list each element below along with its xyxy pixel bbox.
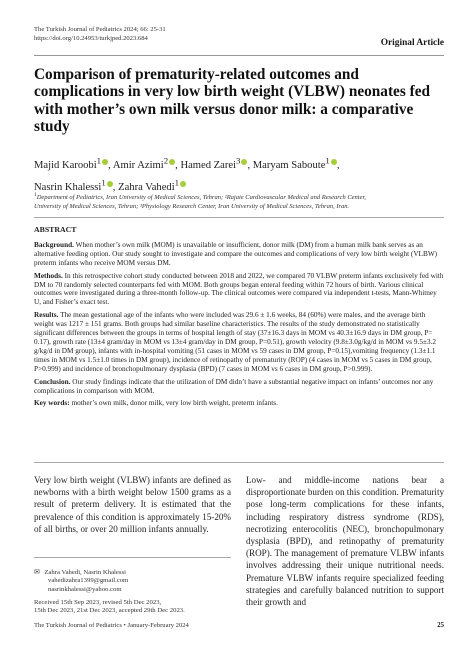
- abstract-heading: ABSTRACT: [34, 225, 77, 234]
- body-column-left: Very low birth weight (VLBW) infants are defined as newborns with a birth weight below 1500 grams as a result of preterm delivery. It is estimated that the prevalence of this condition is approximately 15-20% of all births, or over 20 million infants annually.: [34, 475, 231, 534]
- envelope-icon: ✉: [34, 568, 40, 576]
- author: Majid Karoobi$^1$ ,: [34, 155, 113, 171]
- email-link[interactable]: nasrinkhalessi@yahoo.com: [48, 585, 122, 593]
- corresponding-authors: Zahra Vahedi, Nasrin Khalessi: [44, 569, 126, 576]
- abstract: [34, 226, 444, 412]
- journal-citation: The Turkish Journal of Pediatrics 2024; 66: 25-31: [34, 26, 166, 33]
- page-number: 25: [437, 622, 444, 629]
- doi-link[interactable]: https://doi.org/10.24953/turkjped.2023.684: [34, 34, 148, 42]
- author: Amir Azimi$^2$ ,: [112, 155, 181, 171]
- keywords: Key words: mother’s own milk, donor milk, very low birth weight, preterm infants.: [34, 399, 278, 408]
- body-column-right: Low- and middle-income nations bear a disproportionate burden on this condition. Prematurity pose long-term complications for these infants, including respiratory distress syndrome (RDS), necrotizing enterocolitis (NEC), bronchopulmonary dysplasia (BPD), and retinopathy of prematurity (ROP). The management of premature VLBW infants involves addressing their unique nutritional needs. Premature VLBW infants require specialized feeding strategies and carefully balanced nutrition to support their growth and: [246, 475, 445, 608]
- author: Maryam Saboute$^1$ ,: [252, 155, 340, 171]
- accepted-date: 15th Dec 2023, 21st Dec 2023, accepted 29th Dec 2023.: [34, 607, 185, 615]
- author: Nasrin Khalessi$^1$ ,: [34, 177, 119, 193]
- correspondence: [34, 568, 234, 615]
- section-divider: [34, 462, 444, 463]
- journal-header: [34, 26, 166, 43]
- abstract-results: Results. The mean gestational age of the infants who were included was 29.6 ± 1.6 weeks, 84 (60%) were males, and the average birth weight was 1217 ± 151 grams. Both groups had similar baseline characteristics. The results of the study demonstrated no statistically significant differences between the groups in terms of hospital length of stay (37±16.3 days in MOM vs 40.3±16.9 days in DM group, P= 0.17), growth rate (13±4 gram/day in MOM vs 13±4 gram/day in DM group, P=0.51), growth velocity (9.8±3.0g/kg/d in MOM vs 9.5±3.2 g/kg/d in DM group), infants with in-hospital vomiting (51 cases in MOM vs 59 cases in DM group, P=0.15),vomiting frequency (1.3±1.1 times in MOM vs 1.5±1.0 times in DM group), incidence of retinopathy of prematurity (ROP) (4 cases in MOM vs 5 cases in DM group, P>0.999) and incidence of bronchopulmonary dysplasia (BPD) (7 cases in MOM vs 6 cases in DM group, P>0.999).: [34, 311, 437, 373]
- received-date: Received 15th Sep 2023, revised 5th Dec 2023,: [34, 598, 162, 606]
- header-divider: [34, 55, 444, 56]
- abstract-background: Background. When mother’s own milk (MOM) is unavailable or insufficient, donor milk (DM) from a human milk bank serves as an alternative feeding option. Our study sought to investigate and compare the outcomes and complications of very low birth weight (VLBW) preterm infants who receive MOM versus DM.: [34, 240, 438, 267]
- article-type: Original Article: [380, 38, 444, 48]
- article-title: Comparison of prematurity-related outcomes and complications in very low birth weight (VLBW) neonates fed with mother’s own milk versus donor milk: a comparative study: [34, 66, 431, 136]
- abstract-conclusion: Conclusion. Our study findings indicate that the utilization of DM didn’t have a substantial negative impact on infants’ outcomes nor any complications in comparison with MOM.: [34, 377, 434, 395]
- footer-journal: The Turkish Journal of Pediatrics • January-February 2024: [34, 622, 189, 629]
- author: Zahra Vahedi$^1$: [118, 182, 186, 193]
- affiliations: $^1$Department of Pediatrics, Iran University of Medical Sciences, Tehran; ²Rajaie Cardiovascular Medical and Research Center, University of Medical Sciences, Tehran; ³Physiology Research Center, Iran University of Medical Sciences, Tehran, Iran.: [34, 192, 366, 210]
- email-link[interactable]: vahedizahra1399@gmail.com: [48, 577, 129, 585]
- orcid-icon[interactable]: [180, 181, 186, 187]
- author-list: [34, 152, 442, 196]
- section-divider: [34, 217, 444, 218]
- abstract-methods: Methods. In this retrospective cohort study conducted between 2018 and 2022, we compared 70 VLBW preterm infants exclusively fed with DM to 70 randomly selected counterparts fed with MOM. Both groups began enteral feeding within 72 hours of birth. Various clinical outcomes were investigated during a three-month follow-up. The clinical outcomes were compared via independent t-tests, Mann-Whitney U, and Fisher’s exact test.: [34, 271, 444, 307]
- footnote-divider: [34, 557, 231, 558]
- author: Hamed Zarei$^3$ ,: [180, 155, 253, 171]
